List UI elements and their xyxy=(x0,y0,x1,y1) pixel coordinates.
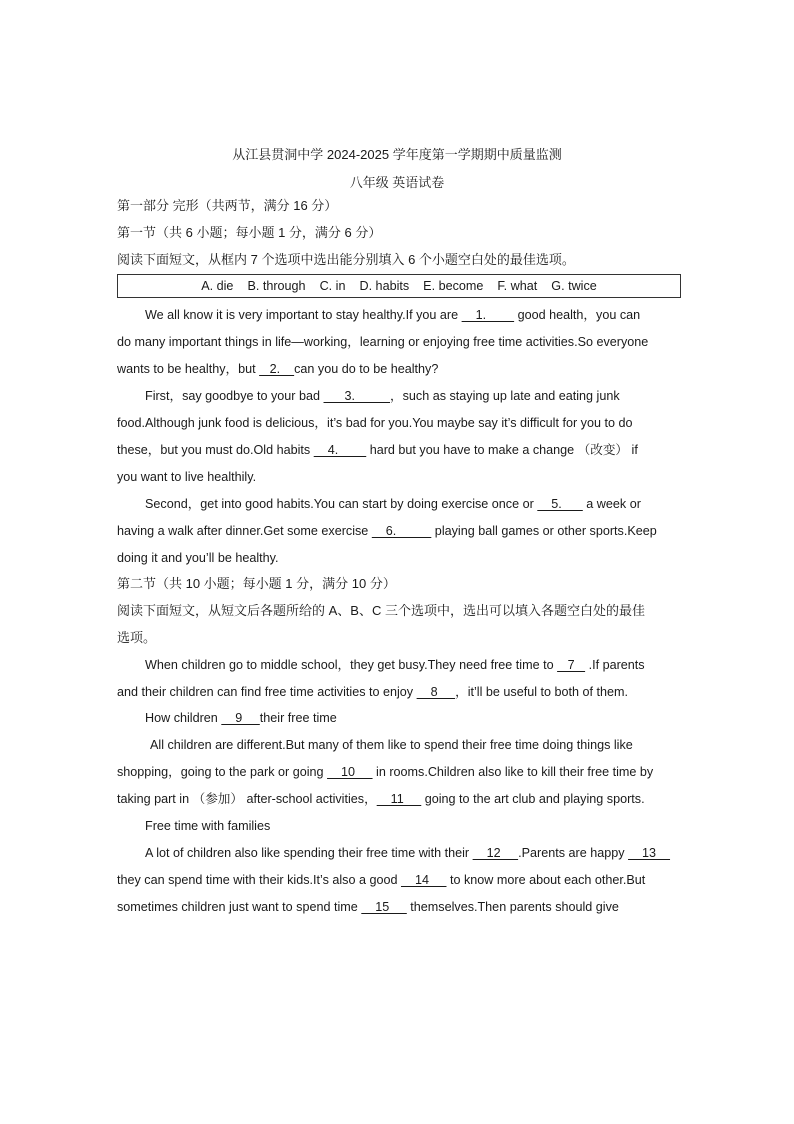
passage1-line xyxy=(117,415,633,431)
text-segment: doing it and you’ll be healthy. xyxy=(117,551,279,565)
text-segment: .If parents xyxy=(585,658,645,672)
passage2-line xyxy=(117,684,628,700)
option-f: F. what xyxy=(497,279,538,293)
blank-8: 8 xyxy=(416,685,456,699)
blank-2: 2. xyxy=(259,362,295,376)
blank-4: 4. xyxy=(313,443,367,457)
passage2-line xyxy=(145,845,670,861)
section2-instruction-line2: 选项。 xyxy=(117,630,157,645)
option-g: G. twice xyxy=(551,279,597,293)
text-segment: shopping，going to the park or going xyxy=(117,765,328,779)
option-d: D. habits xyxy=(359,279,410,293)
section2-instruction-line1: 阅读下面短文，从短文后各题所给的 A、B、C 三个选项中，选出可以填入各题空白处的最佳 xyxy=(117,603,645,618)
text-segment: playing ball games or other sports.Keep xyxy=(431,524,657,538)
text-segment: All children are different.But many of them like to spend their free time doing things like xyxy=(150,738,633,752)
blank-6: 6. xyxy=(371,524,432,538)
text-segment: in rooms.Children also like to kill their free time by xyxy=(372,765,654,779)
blank-1: 1. xyxy=(461,308,515,322)
options-box xyxy=(117,274,681,298)
text-segment: and their children can find free time activities to enjoy xyxy=(117,685,417,699)
text-segment: We all know it is very important to stay healthy.If you are xyxy=(145,308,462,322)
text-segment: you want to live healthily. xyxy=(117,470,257,484)
text-segment: going to the art club and playing sports. xyxy=(421,792,645,806)
blank-12: 12 xyxy=(472,846,519,860)
passage1-line xyxy=(117,361,438,377)
text-segment: wants to be healthy，but xyxy=(117,362,260,376)
passage1-line xyxy=(117,523,657,539)
passage1-line xyxy=(117,442,638,458)
blank-13: 13 xyxy=(628,846,671,860)
text-segment: sometimes children just want to spend time xyxy=(117,900,362,914)
text-segment: ，it’ll be useful to both of them. xyxy=(455,685,629,699)
blank-10: 10 xyxy=(327,765,373,779)
passage2-line xyxy=(117,764,653,780)
section2-title: 第二节（共 10 小题；每小题 1 分，满分 10 分） xyxy=(117,576,396,591)
passage1-line xyxy=(117,550,279,566)
text-segment: Second，get into good habits.You can start by doing exercise once or xyxy=(145,497,538,511)
blank-15: 15 xyxy=(361,900,407,914)
text-segment: they can spend time with their kids.It’s also a good xyxy=(117,873,401,887)
blank-9: 9 xyxy=(221,711,260,725)
blank-5: 5. xyxy=(537,497,583,511)
option-b: B. through xyxy=(247,279,306,293)
text-segment: a week or xyxy=(582,497,641,511)
subheading-how-children xyxy=(145,710,337,726)
option-c: C. in xyxy=(319,279,346,293)
passage2-line xyxy=(117,791,645,807)
passage2-line xyxy=(117,872,645,888)
option-a: A. die xyxy=(201,279,234,293)
option-e: E. become xyxy=(423,279,484,293)
text-segment: First，say goodbye to your bad xyxy=(145,389,324,403)
text-segment: do many important things in life—working，learning or enjoying free time activities.So everyone xyxy=(117,335,649,349)
subheading-free-time-families xyxy=(145,818,270,834)
section1-title: 第一节（共 6 小题；每小题 1 分，满分 6 分） xyxy=(117,225,382,240)
passage1-line xyxy=(145,307,640,323)
text-segment: A lot of children also like spending their free time with their xyxy=(145,846,473,860)
passage1-line xyxy=(145,388,620,404)
text-segment: .Parents are happy xyxy=(518,846,629,860)
blank-11: 11 xyxy=(376,792,422,806)
text-segment: food.Although junk food is delicious，it’s bad for you.You maybe say it’s difficult for you to do xyxy=(117,416,633,430)
grade-exam-title: 八年级 英语试卷 xyxy=(349,175,445,190)
text-segment: their free time xyxy=(259,711,337,725)
text-segment: When children go to middle school，they get busy.They need free time to xyxy=(145,658,558,672)
text-segment: Free time with families xyxy=(145,819,271,833)
text-segment: ，such as staying up late and eating junk xyxy=(390,389,620,403)
text-segment: hard but you have to make a change （改变） if xyxy=(366,443,638,457)
passage1-line xyxy=(145,496,641,512)
section1-instruction: 阅读下面短文，从框内 7 个选项中选出能分别填入 6 个小题空白处的最佳选项。 xyxy=(117,252,575,267)
passage2-line xyxy=(150,737,633,753)
text-segment: these，but you must do.Old habits xyxy=(117,443,314,457)
text-segment: themselves.Then parents should give xyxy=(406,900,619,914)
blank-7: 7 xyxy=(557,658,586,672)
part1-title: 第一部分 完形（共两节，满分 16 分） xyxy=(117,198,338,213)
passage2-line xyxy=(145,657,645,673)
blank-3: 3. xyxy=(323,389,391,403)
passage1-line xyxy=(117,334,648,350)
passage1-line xyxy=(117,469,256,485)
school-exam-title: 从江县贯洞中学 2024-2025 学年度第一学期期中质量监测 xyxy=(232,147,562,162)
passage2-line xyxy=(117,899,619,915)
blank-14: 14 xyxy=(400,873,447,887)
text-segment: can you do to be healthy? xyxy=(294,362,439,376)
text-segment: having a walk after dinner.Get some exercise xyxy=(117,524,372,538)
text-segment: taking part in （参加） after-school activities， xyxy=(117,792,377,806)
text-segment: How children xyxy=(145,711,222,725)
text-segment: good health，you can xyxy=(514,308,641,322)
text-segment: to know more about each other.But xyxy=(446,873,646,887)
